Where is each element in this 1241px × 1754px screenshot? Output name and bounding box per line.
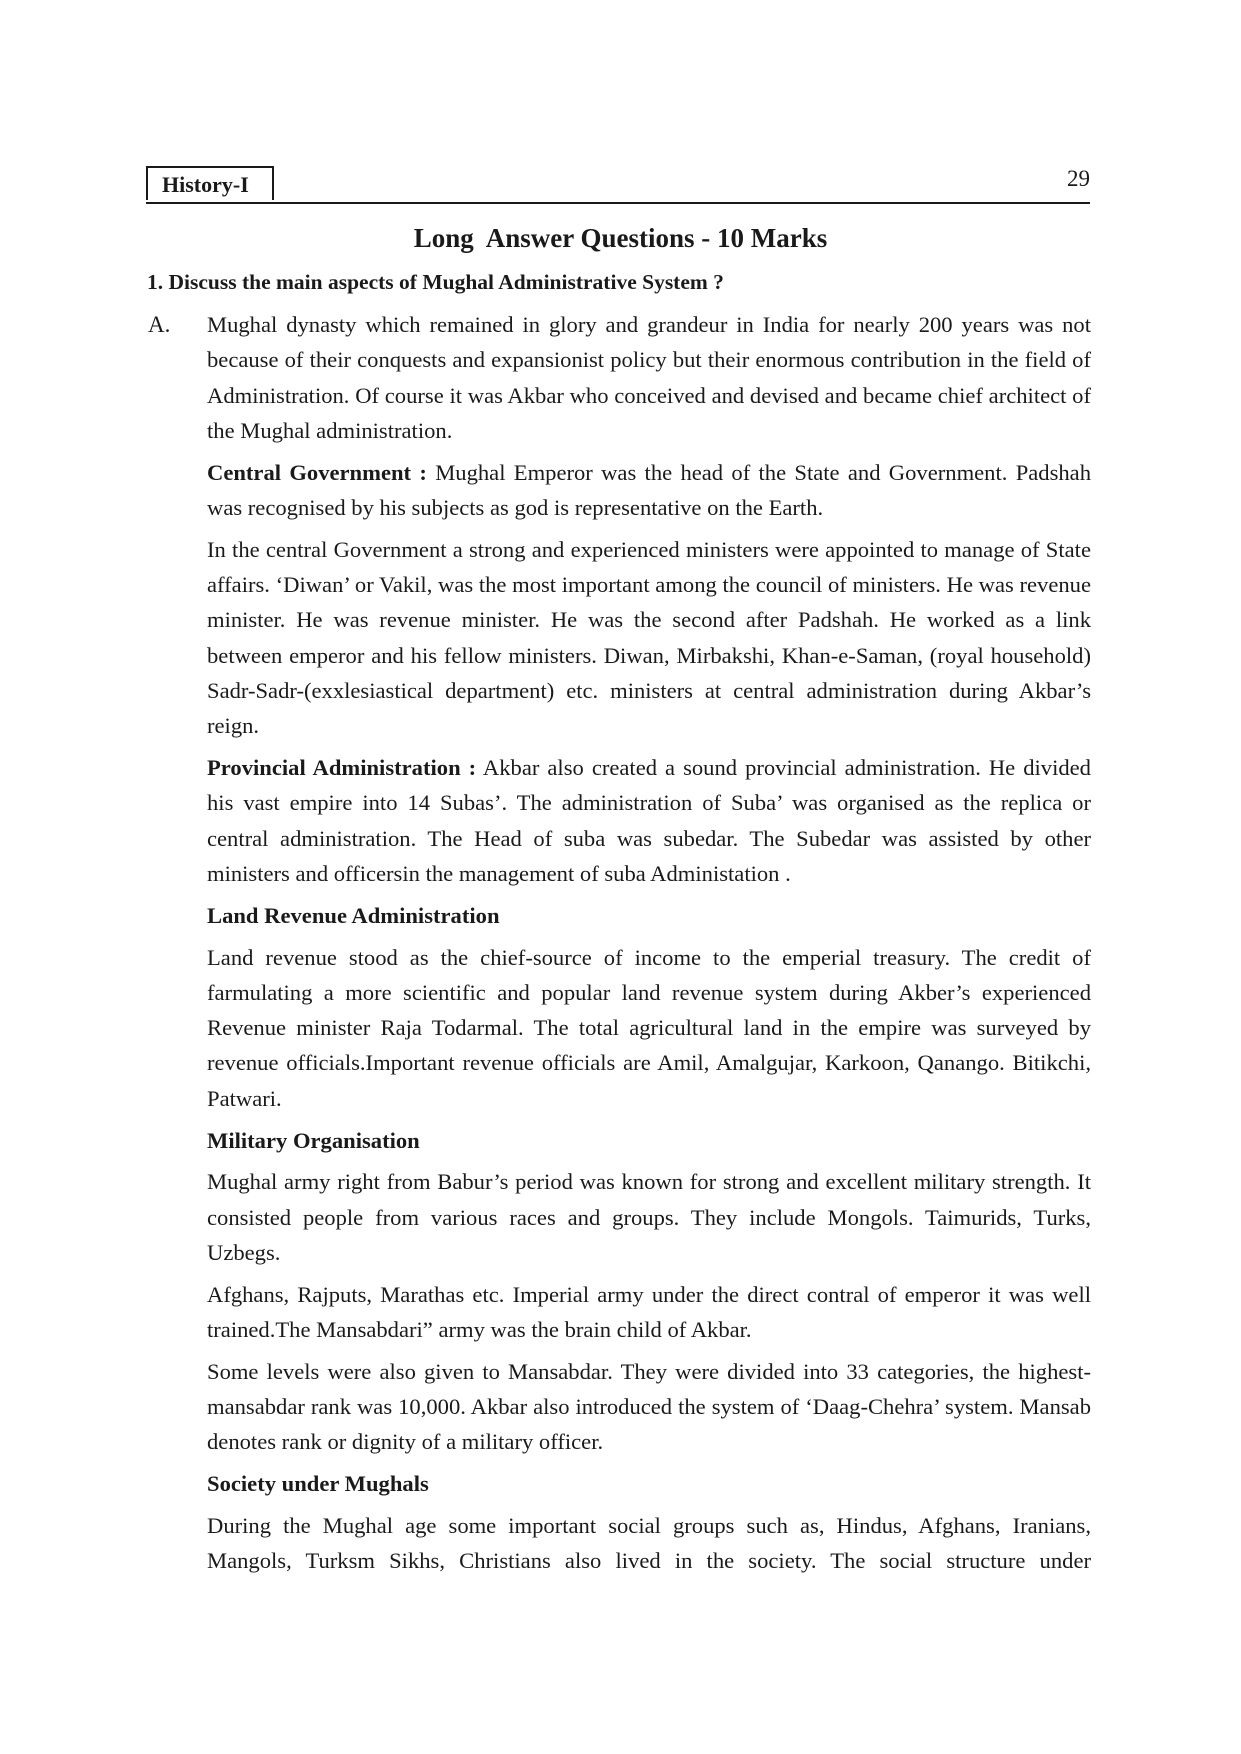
central-government-heading: Central Government :	[207, 459, 427, 485]
answer-marker: A.	[148, 312, 171, 337]
land-revenue-heading: Land Revenue Administration	[207, 902, 500, 928]
page-header	[146, 164, 1090, 204]
section-title-text: Long Answer Questions - 10 Marks	[413, 223, 828, 253]
military-heading: Military Organisation	[207, 1127, 420, 1153]
paragraph-military: Mughal army right from Babur’s period was known for strong and excellent military strength. It consisted people from various races and groups. They include Mongols. Taimurids, Turks, Uzbegs.	[207, 1169, 1091, 1265]
paragraph-intro: Mughal dynasty which remained in glory and grandeur in India for nearly 200 years was not because of their conquests and expansionist policy but their enormous contribution in the field of Administration. Of course it was Akbar who conceived and devised and became chief architect of the Mughal administration.	[207, 312, 1091, 443]
section-title	[0, 222, 1241, 254]
paragraph-provincial	[207, 750, 1091, 891]
society-heading: Society under Mughals	[207, 1471, 429, 1497]
paragraph-central-government	[207, 455, 1091, 526]
subject-label: History-I	[146, 166, 274, 200]
paragraph-land-revenue: Land revenue stood as the chief-source of income to the emperial treasury. The credit of farmulating a more scientific and popular land revenue system during Akber’s experienced Revenue minister Raja Todarmal. The total agricultural land in the empire was surveyed by revenue officials.Important revenue officials are Amil, Amalgujar, Karkoon, Qanango. Bitikchi, Patwari.	[207, 944, 1091, 1111]
provincial-text: Akbar also created a sound provincial administration. He divided his vast empire into 14 Subas’. The administration of Suba’ was organised as the replica or central administration. The Head of suba was subedar. The Subedar was assisted by other ministers and officersin the management of suba Administation .	[207, 755, 1091, 886]
paragraph-society: During the Mughal age some important social groups such as, Hindus, Afghans, Iranians, Mangols, Turksm Sikhs, Christians also lived in the society. The social structure under	[207, 1513, 1091, 1574]
question-heading: 1. Discuss the main aspects of Mughal Administrative System ?	[147, 270, 724, 294]
paragraph-military-2: Afghans, Rajputs, Marathas etc. Imperial army under the direct contral of emperor it was well trained.The Mansabdari” army was the brain child of Akbar.	[207, 1281, 1091, 1343]
page-number: 29	[1067, 166, 1090, 191]
provincial-heading: Provincial Administration :	[207, 755, 477, 781]
central-government-text: Mughal Emperor was the head of the State and Government. Padshah was recognised by his subjects as god is representative on the Earth.	[207, 459, 1091, 520]
paragraph-mansab: Some levels were also given to Mansabdar. They were divided into 33 categories, the highest-mansabdar rank was 10,000. Akbar also introduced the system of ‘Daag-Chehra’ system. Mansab denotes rank or dignity of a military officer.	[207, 1358, 1091, 1455]
answer-body	[207, 307, 1091, 1585]
paragraph-ministers: In the central Government a strong and experienced ministers were appointed to manage of State affairs. ‘Diwan’ or Vakil, was the most important among the council of ministers. He was revenue minister. He was revenue minister. He was the second after Padshah. He worked as a link between emperor and his fellow ministers. Diwan, Mirbakshi, Khan-e-Saman, (royal household) Sadr-Sadr-(exxlesiastical department) etc. ministers at central administration during Akbar’s reign.	[207, 536, 1091, 739]
